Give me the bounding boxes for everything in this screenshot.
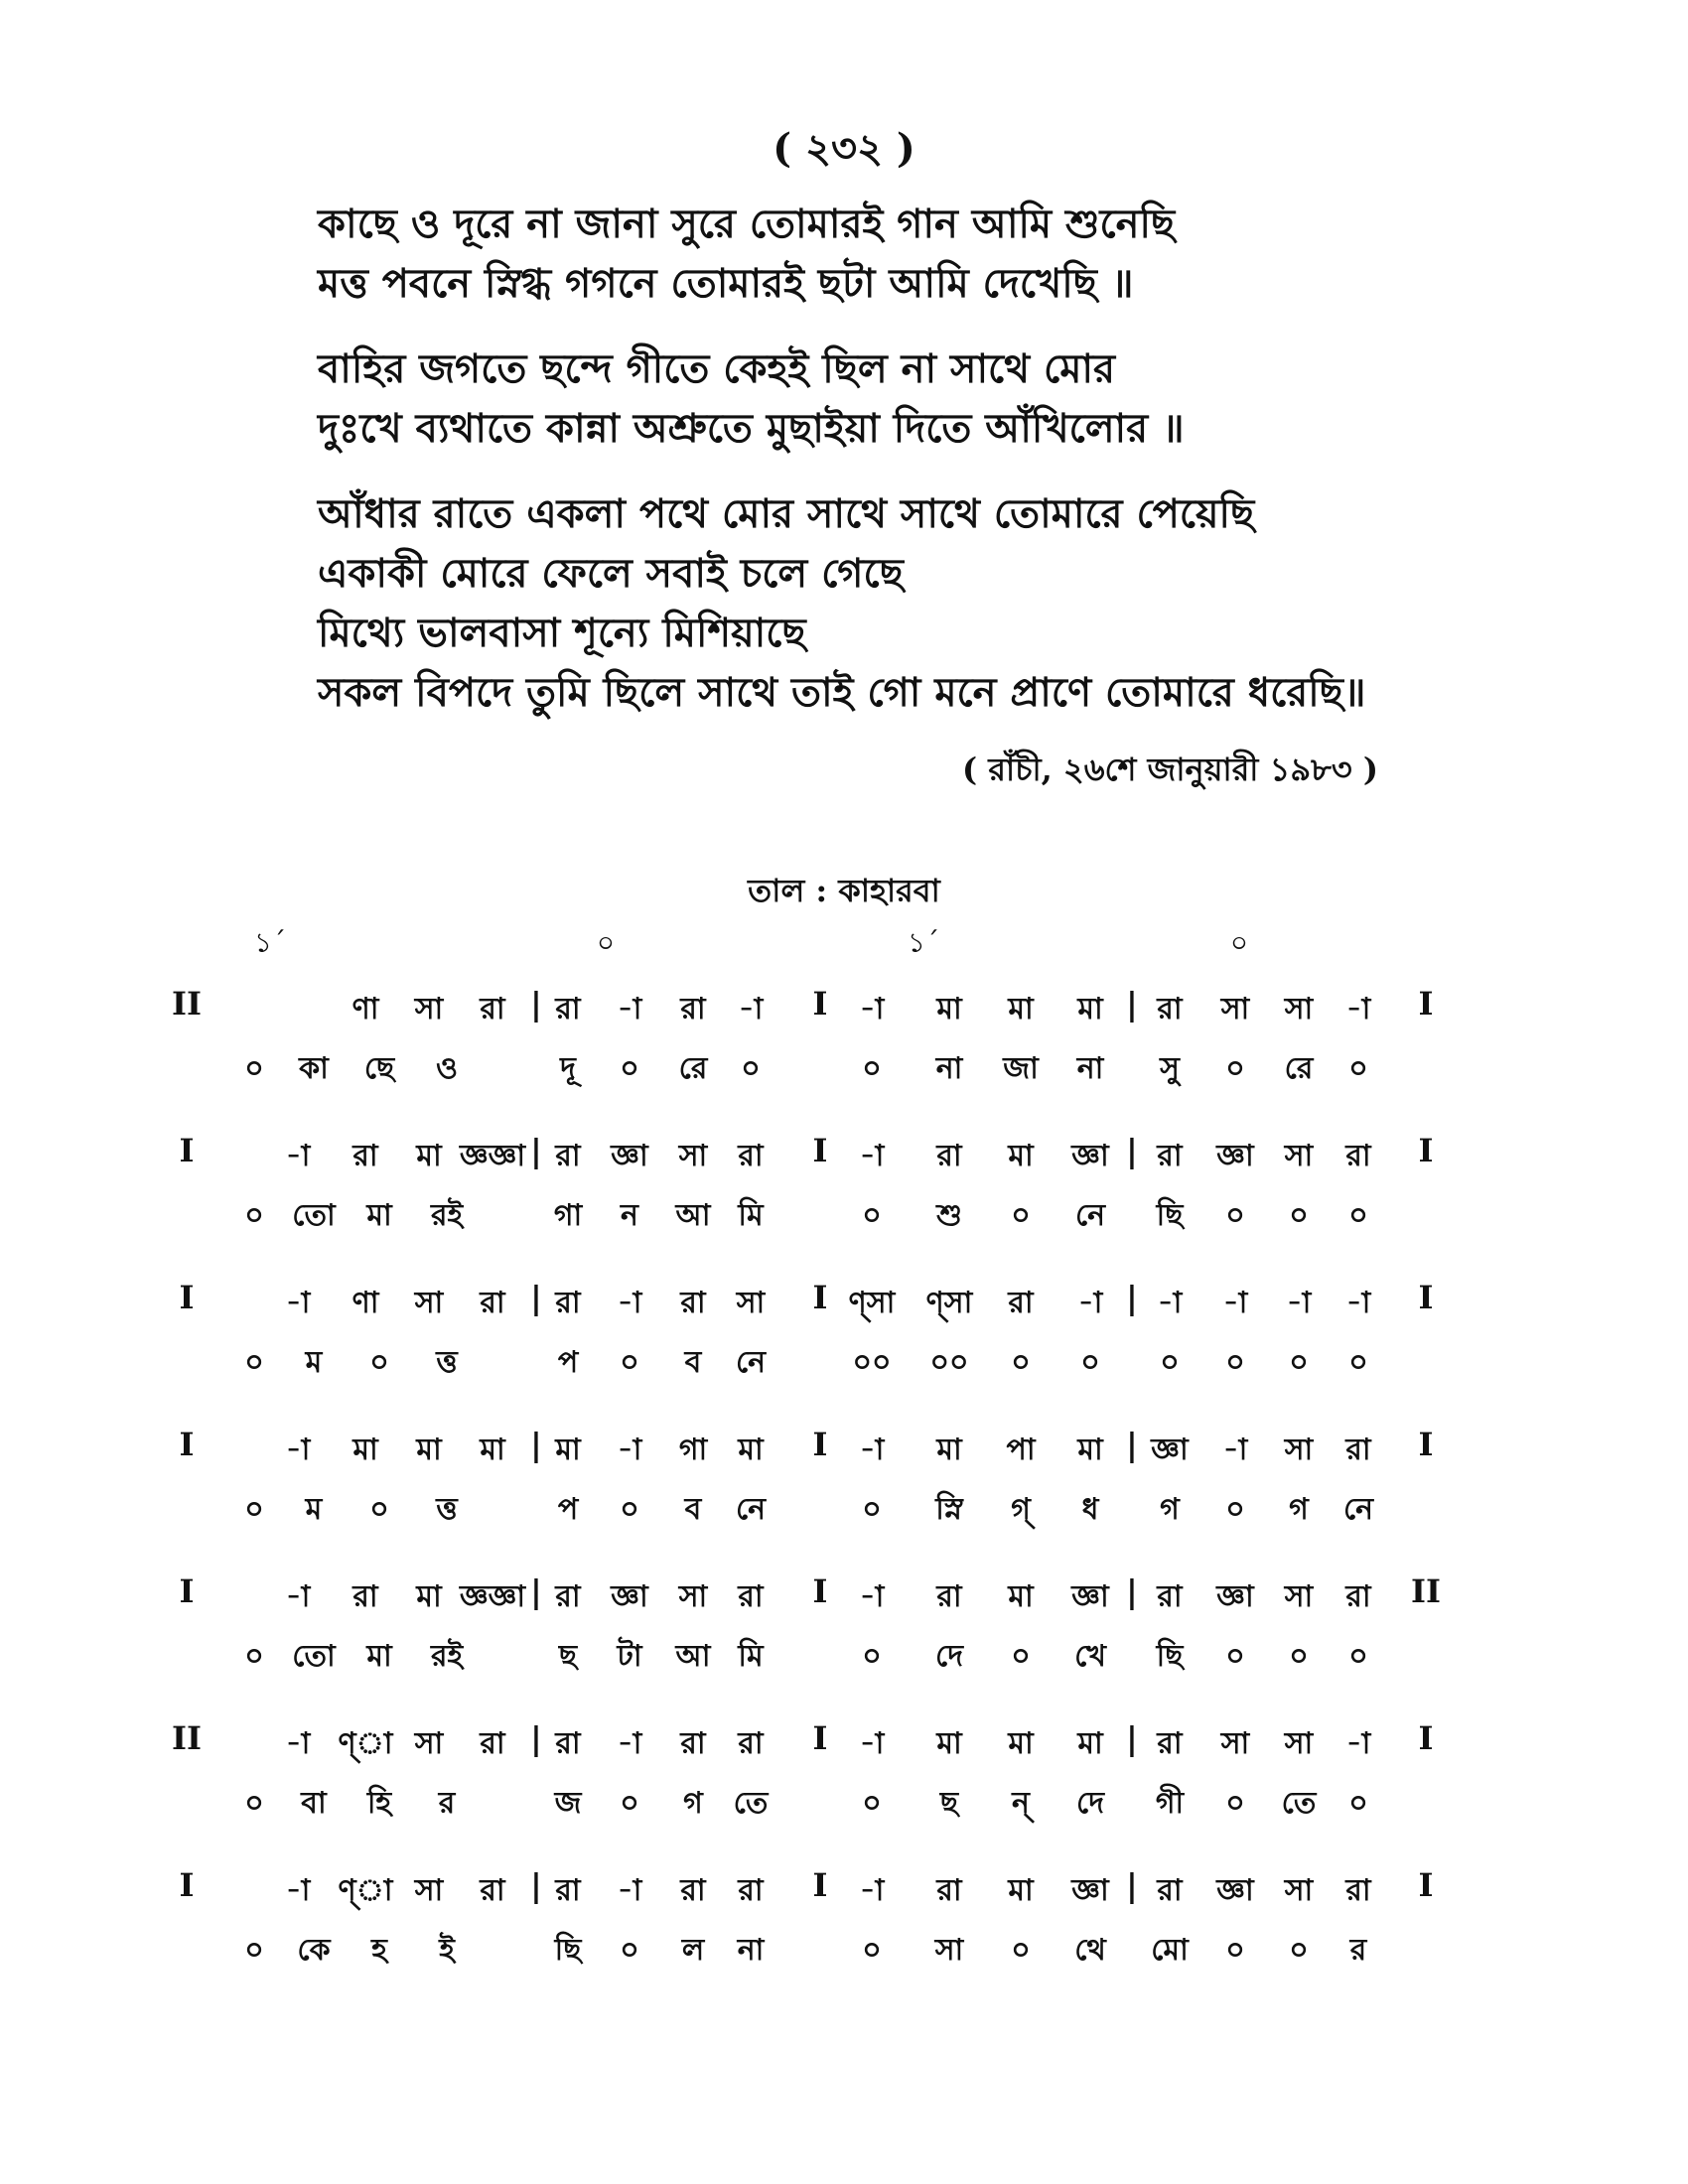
swara-note: রা <box>1157 1139 1183 1173</box>
lyric-syllable: ০ <box>244 1933 264 1968</box>
notation-block <box>0 1715 1688 1862</box>
lyric-syllable: ০ <box>244 1786 264 1821</box>
swara-note: মা <box>1008 1579 1034 1614</box>
bar-line: | <box>530 1132 542 1169</box>
lyric-syllable: ন <box>621 1198 638 1233</box>
lyric-syllable: তো <box>292 1198 336 1233</box>
lyric-syllable: তে <box>1281 1786 1317 1821</box>
swara-note: মা <box>1077 1726 1103 1761</box>
swara-note: -া <box>859 1579 885 1614</box>
swara-note: সা <box>414 992 444 1026</box>
swara-note: -া <box>285 1286 311 1320</box>
lyric-syllable: ০ <box>1289 1933 1309 1968</box>
lyric-syllable: নে <box>735 1492 767 1527</box>
swara-note: মা <box>1008 992 1034 1026</box>
swara-note: -া <box>617 1726 642 1761</box>
swara-note: রা <box>555 1286 581 1320</box>
swara-note: ণ্সা <box>848 1286 896 1320</box>
lyric-syllable: ০ <box>1011 1345 1031 1380</box>
lyric-syllable: ছ <box>939 1786 959 1821</box>
lyric-syllable: ধ <box>1081 1492 1099 1527</box>
swara-row <box>0 1569 1688 1628</box>
lyric-syllable: নে <box>1342 1492 1374 1527</box>
lyric-syllable: শু <box>936 1198 962 1233</box>
swara-note: রা <box>555 992 581 1026</box>
swara-note: -া <box>617 992 642 1026</box>
swara-note: রা <box>555 1726 581 1761</box>
bar-line: I <box>179 1132 195 1169</box>
bar-line: I <box>179 1572 195 1610</box>
lyric-syllable: ই <box>439 1933 455 1968</box>
swara-note: -া <box>1345 1286 1371 1320</box>
lyric-syllable: ম <box>305 1345 323 1380</box>
bar-line: I <box>1418 1279 1434 1316</box>
lyric-syllable: ত্ত <box>436 1345 458 1380</box>
lyric-syllable: টা <box>617 1639 642 1674</box>
bar-line: I <box>179 1279 195 1316</box>
lyric-syllable: ছ <box>558 1639 578 1674</box>
swara-note: জ্ঞা <box>1151 1433 1189 1467</box>
swara-note: মা <box>1077 1433 1103 1467</box>
swara-note: রা <box>480 1726 505 1761</box>
bar-line: | <box>1126 1866 1138 1904</box>
swara-note: -া <box>1222 1286 1248 1320</box>
lyric-syllable: ০ <box>1289 1345 1309 1380</box>
lyric-syllable: ০ <box>1160 1345 1180 1380</box>
lyric-syllable: রই <box>430 1198 464 1233</box>
swara-note: রা <box>555 1139 581 1173</box>
notation-block <box>0 981 1688 1128</box>
swara-note: ণ্া <box>338 1873 393 1908</box>
swara-note: -া <box>617 1286 642 1320</box>
lyric-syllable: ০ <box>1348 1639 1368 1674</box>
lyric-syllable: ০ <box>1011 1933 1031 1968</box>
lyric-syllable: ০ <box>862 1492 882 1527</box>
bar-line: | <box>530 1719 542 1757</box>
bar-line: I <box>1418 985 1434 1023</box>
swara-note: রা <box>738 1873 764 1908</box>
bar-line: I <box>812 1426 828 1463</box>
swara-note: -া <box>617 1873 642 1908</box>
bar-line: I <box>179 1866 195 1904</box>
lyric-syllable: ব <box>684 1492 702 1527</box>
swara-note: মা <box>936 1433 962 1467</box>
lyric-row <box>0 1481 1688 1541</box>
swara-note: সা <box>414 1873 444 1908</box>
lyric-syllable: ০ <box>1011 1198 1031 1233</box>
lyric-syllable: রই <box>430 1639 464 1674</box>
bar-line: I <box>1418 1132 1434 1169</box>
bar-line: | <box>1126 1426 1138 1463</box>
lyric-syllable: সা <box>934 1933 964 1968</box>
bar-line: II <box>172 985 202 1023</box>
lyric-row <box>0 1334 1688 1394</box>
lyric-syllable: দে <box>1076 1786 1104 1821</box>
swara-note: জ্ঞা <box>1216 1873 1254 1908</box>
lyric-syllable: গ্ <box>1011 1492 1031 1527</box>
lyric-syllable: ০ <box>1289 1198 1309 1233</box>
swara-note: সা <box>1220 1726 1250 1761</box>
swara-note: -া <box>1157 1286 1183 1320</box>
swara-note: -া <box>738 992 764 1026</box>
notation-block <box>0 1275 1688 1422</box>
swara-note: সা <box>1284 1579 1314 1614</box>
swara-note: মা <box>738 1433 764 1467</box>
swara-note: জ্ঞা <box>1071 1139 1109 1173</box>
swara-row <box>0 981 1688 1040</box>
lyric-syllable: ০ <box>244 1198 264 1233</box>
notation-block <box>0 1569 1688 1715</box>
swara-note: -া <box>859 1873 885 1908</box>
lyric-row <box>0 1922 1688 1981</box>
swara-note: মা <box>936 1726 962 1761</box>
lyric-syllable: ছে <box>363 1051 395 1086</box>
swara-note: রা <box>738 1139 764 1173</box>
lyric-syllable: ০ <box>620 1786 639 1821</box>
lyric-syllable: ০ <box>862 1933 882 1968</box>
lyric-syllable: প <box>557 1345 579 1380</box>
bar-line: | <box>1126 1572 1138 1610</box>
swara-note: মা <box>1077 992 1103 1026</box>
swara-note: -া <box>1345 992 1371 1026</box>
lyric-syllable: ০ <box>741 1051 761 1086</box>
lyric-syllable: ০ <box>1348 1198 1368 1233</box>
verse-line: মত্ত পবনে স্নিগ্ধ গগনে তোমারই ছটা আমি দেখেছি ॥ <box>318 260 1134 307</box>
lyric-syllable: ০ <box>1348 1786 1368 1821</box>
lyric-row <box>0 1187 1688 1247</box>
swara-note: জ্ঞা <box>611 1139 648 1173</box>
swara-note: রা <box>738 1579 764 1614</box>
lyric-syllable: ০ <box>1080 1345 1100 1380</box>
lyric-syllable: মি <box>738 1198 764 1233</box>
lyric-syllable: মা <box>366 1639 392 1674</box>
swara-note: -া <box>617 1433 642 1467</box>
verse-line: বাহির জগতে ছন্দে গীতে কেহই ছিল না সাথে মোর <box>318 345 1116 392</box>
swara-note: রা <box>480 1286 505 1320</box>
bar-line: I <box>812 1719 828 1757</box>
swara-note: মা <box>936 992 962 1026</box>
swara-note: -া <box>859 992 885 1026</box>
lyric-syllable: না <box>1076 1051 1104 1086</box>
lyric-syllable: সু <box>1160 1051 1180 1086</box>
swara-note: সা <box>1284 1726 1314 1761</box>
swara-note: রা <box>555 1873 581 1908</box>
lyric-syllable: ০ <box>1289 1639 1309 1674</box>
lyric-syllable: ০ <box>862 1639 882 1674</box>
lyric-syllable: আ <box>675 1639 711 1674</box>
lyric-syllable: ল <box>681 1933 705 1968</box>
swara-note: জ্ঞা <box>1071 1579 1109 1614</box>
lyric-syllable: ছি <box>554 1933 582 1968</box>
swara-note: সা <box>414 1726 444 1761</box>
lyric-syllable: ০ <box>1225 1786 1245 1821</box>
swara-note: জ্ঞজ্ঞা <box>459 1579 526 1614</box>
lyric-syllable: ন্ <box>1012 1786 1030 1821</box>
swara-note: ণা <box>352 1286 379 1320</box>
bar-line: | <box>1126 1132 1138 1169</box>
lyric-syllable: ০ <box>1011 1639 1031 1674</box>
swara-note: রা <box>1157 1726 1183 1761</box>
swara-note: সা <box>736 1286 766 1320</box>
lyric-syllable: না <box>737 1933 765 1968</box>
bar-line: I <box>812 1866 828 1904</box>
swara-note: -া <box>285 1139 311 1173</box>
notation-block <box>0 1422 1688 1569</box>
lyric-syllable: ০ <box>369 1345 389 1380</box>
lyric-syllable: আ <box>675 1198 711 1233</box>
bar-line: I <box>1418 1866 1434 1904</box>
lyric-syllable: গা <box>553 1198 583 1233</box>
lyric-syllable: মা <box>366 1198 392 1233</box>
swara-row <box>0 1715 1688 1775</box>
swara-note: গা <box>678 1433 708 1467</box>
bar-line: | <box>530 1426 542 1463</box>
lyric-syllable: নে <box>735 1345 767 1380</box>
lyric-syllable: ০ <box>1225 1345 1245 1380</box>
swara-note: রা <box>1008 1286 1034 1320</box>
lyric-syllable: ০ <box>244 1345 264 1380</box>
lyric-syllable: গ <box>683 1786 703 1821</box>
verse-line: মিথ্যে ভালবাসা শূন্যে মিশিয়াছে <box>318 610 806 656</box>
swara-note: রা <box>738 1726 764 1761</box>
swara-note: -া <box>859 1726 885 1761</box>
swara-note: রা <box>555 1579 581 1614</box>
dateline: ( রাঁচী, ২৬শে জানুয়ারী ১৯৮৩ ) <box>962 751 1378 788</box>
bar-line: I <box>812 1132 828 1169</box>
bar-line: I <box>1418 1719 1434 1757</box>
swara-note: পা <box>1006 1433 1036 1467</box>
bar-line: | <box>1126 1719 1138 1757</box>
swara-note: -া <box>1222 1433 1248 1467</box>
swara-note: সা <box>1284 1139 1314 1173</box>
lyric-row <box>0 1775 1688 1835</box>
swara-note: রা <box>1345 1873 1371 1908</box>
beat-marker: ০ <box>596 926 616 959</box>
swara-note: মা <box>352 1433 378 1467</box>
lyric-syllable: দে <box>935 1639 963 1674</box>
bar-line: I <box>812 1279 828 1316</box>
swara-note: রা <box>1345 1139 1371 1173</box>
lyric-row <box>0 1040 1688 1100</box>
verse-stanza-1 <box>318 195 1509 314</box>
lyric-syllable: ছি <box>1156 1198 1184 1233</box>
lyric-syllable: ০ <box>620 1345 639 1380</box>
lyric-syllable: র <box>438 1786 456 1821</box>
lyric-syllable: ও <box>435 1051 459 1086</box>
lyric-syllable: ০০ <box>852 1345 892 1380</box>
lyric-syllable: তে <box>733 1786 769 1821</box>
verse-line: সকল বিপদে তুমি ছিলে সাথে তাই গো মনে প্রাণে তোমারে ধরেছি॥ <box>318 669 1366 716</box>
swara-note: জ্ঞা <box>1216 1579 1254 1614</box>
swara-note: -া <box>1077 1286 1103 1320</box>
swara-row <box>0 1862 1688 1922</box>
lyric-syllable: ০ <box>620 1051 639 1086</box>
lyric-syllable: ০ <box>862 1786 882 1821</box>
swara-row <box>0 1275 1688 1334</box>
lyric-syllable: হ <box>371 1933 387 1968</box>
swara-note: ণ্া <box>338 1726 393 1761</box>
lyric-syllable: ০ <box>1225 1198 1245 1233</box>
swara-note: সা <box>1284 1433 1314 1467</box>
lyric-syllable: ০ <box>1225 1051 1245 1086</box>
swara-note: মা <box>1008 1726 1034 1761</box>
swara-note: রা <box>1345 1433 1371 1467</box>
lyric-row <box>0 1628 1688 1688</box>
swara-note: রা <box>680 1726 706 1761</box>
lyric-syllable: ০ <box>1225 1492 1245 1527</box>
lyric-syllable: জ <box>554 1786 582 1821</box>
lyric-syllable: ম <box>305 1492 323 1527</box>
bar-line: | <box>530 985 542 1023</box>
beat-marker: ০ <box>1229 926 1249 959</box>
swara-note: রা <box>680 1873 706 1908</box>
lyric-syllable: রে <box>678 1051 708 1086</box>
lyric-syllable: ০ <box>369 1492 389 1527</box>
swara-note: রা <box>1345 1579 1371 1614</box>
page-number: ( ২৩২ ) <box>773 125 915 172</box>
lyric-syllable: নে <box>1074 1198 1106 1233</box>
bar-line: I <box>812 985 828 1023</box>
lyric-syllable: কে <box>297 1933 331 1968</box>
swara-note: মা <box>416 1433 442 1467</box>
swara-note: রা <box>680 1286 706 1320</box>
bar-line: I <box>812 1572 828 1610</box>
lyric-syllable: তো <box>292 1639 336 1674</box>
lyric-syllable: ০ <box>244 1639 264 1674</box>
swara-note: -া <box>1286 1286 1312 1320</box>
lyric-syllable: ০ <box>620 1933 639 1968</box>
swara-note: রা <box>352 1579 378 1614</box>
lyric-syllable: র <box>1349 1933 1367 1968</box>
swara-note: জ্ঞা <box>1071 1873 1109 1908</box>
swara-note: মা <box>416 1139 442 1173</box>
swara-note: রা <box>480 992 505 1026</box>
swara-note: ণ্সা <box>925 1286 973 1320</box>
lyric-syllable: না <box>935 1051 963 1086</box>
swara-note: মা <box>555 1433 581 1467</box>
swara-note: রা <box>480 1873 505 1908</box>
lyric-syllable: ত্ত <box>436 1492 458 1527</box>
notation-block <box>0 1862 1688 2009</box>
lyric-syllable: ০ <box>1348 1051 1368 1086</box>
lyric-syllable: মো <box>1151 1933 1189 1968</box>
lyric-syllable: বা <box>301 1786 327 1821</box>
lyric-syllable: খে <box>1074 1639 1106 1674</box>
swara-note: সা <box>1220 992 1250 1026</box>
lyric-syllable: দূ <box>560 1051 576 1086</box>
notation-block <box>0 1128 1688 1275</box>
bar-line: I <box>1418 1426 1434 1463</box>
verse-line: দুঃখে ব্যথাতে কান্না অশ্রুতে মুছাইয়া দিতে আঁখিলোর ॥ <box>318 405 1185 452</box>
lyric-syllable: স্নি <box>935 1492 963 1527</box>
swara-note: রা <box>936 1579 962 1614</box>
swara-note: সা <box>1284 1873 1314 1908</box>
lyric-syllable: গ <box>1160 1492 1180 1527</box>
lyric-syllable: গী <box>1155 1786 1185 1821</box>
swara-row <box>0 1422 1688 1481</box>
swara-note: -া <box>859 1433 885 1467</box>
lyric-syllable: গ <box>1289 1492 1309 1527</box>
verse-line: একাকী মোরে ফেলে সবাই চলে গেছে <box>318 550 904 597</box>
lyric-syllable: ০ <box>862 1198 882 1233</box>
swara-note: রা <box>1157 992 1183 1026</box>
bar-line: I <box>179 1426 195 1463</box>
swara-note: রা <box>1157 1873 1183 1908</box>
swara-note: -া <box>285 1726 311 1761</box>
verse-line: আঁধার রাতে একলা পথে মোর সাথে সাথে তোমারে পেয়েছি <box>318 490 1255 537</box>
swara-row <box>0 1128 1688 1187</box>
swara-note: রা <box>1157 1579 1183 1614</box>
tala-title: তাল : কাহারবা <box>748 872 940 909</box>
verse-stanza-2 <box>318 340 1509 459</box>
lyric-syllable: কা <box>299 1051 329 1086</box>
verse-stanza-3 <box>318 484 1509 723</box>
lyric-syllable: ০০ <box>929 1345 969 1380</box>
beat-marker: ১´ <box>253 926 287 959</box>
lyric-syllable: ০ <box>1225 1639 1245 1674</box>
verse-line: কাছে ও দূরে না জানা সুরে তোমারই গান আমি শুনেছি <box>318 201 1176 247</box>
beat-marker: ১´ <box>907 926 940 959</box>
swara-note: সা <box>414 1286 444 1320</box>
lyric-syllable: ০ <box>862 1051 882 1086</box>
swara-note: সা <box>1284 992 1314 1026</box>
swara-note: রা <box>352 1139 378 1173</box>
swara-note: সা <box>678 1579 708 1614</box>
swara-note: সা <box>678 1139 708 1173</box>
swara-note: -া <box>285 1873 311 1908</box>
lyric-syllable: ০ <box>1348 1345 1368 1380</box>
lyric-syllable: ০ <box>620 1492 639 1527</box>
swara-note: জ্ঞা <box>611 1579 648 1614</box>
swara-note: মা <box>1008 1139 1034 1173</box>
swara-note: রা <box>936 1873 962 1908</box>
lyric-syllable: ব <box>684 1345 702 1380</box>
lyric-syllable: ছি <box>1156 1639 1184 1674</box>
swara-note: মা <box>480 1433 505 1467</box>
swara-note: -া <box>1345 1726 1371 1761</box>
bar-line: | <box>530 1279 542 1316</box>
swara-note: -া <box>285 1579 311 1614</box>
notation-table <box>0 981 1688 2009</box>
bar-line: | <box>1126 1279 1138 1316</box>
lyric-syllable: জা <box>1003 1051 1039 1086</box>
swara-note: -া <box>859 1139 885 1173</box>
lyric-syllable: রে <box>1284 1051 1314 1086</box>
beat-marker-row <box>0 921 1688 961</box>
swara-note: ণা <box>352 992 379 1026</box>
swara-note: -া <box>285 1433 311 1467</box>
lyric-syllable: থে <box>1074 1933 1106 1968</box>
lyric-syllable: ০ <box>244 1492 264 1527</box>
lyric-syllable: ০ <box>244 1051 264 1086</box>
bar-line: II <box>1411 1572 1441 1610</box>
swara-note: জ্ঞজ্ঞা <box>459 1139 526 1173</box>
swara-note: রা <box>936 1139 962 1173</box>
bar-line: | <box>530 1866 542 1904</box>
swara-note: মা <box>1008 1873 1034 1908</box>
lyric-syllable: হি <box>366 1786 392 1821</box>
swara-note: রা <box>680 992 706 1026</box>
swara-note: জ্ঞা <box>1216 1139 1254 1173</box>
lyric-syllable: মি <box>738 1639 764 1674</box>
lyric-syllable: ০ <box>1225 1933 1245 1968</box>
bar-line: II <box>172 1719 202 1757</box>
lyric-syllable: প <box>557 1492 579 1527</box>
bar-line: | <box>1126 985 1138 1023</box>
swara-note: মা <box>416 1579 442 1614</box>
bar-line: | <box>530 1572 542 1610</box>
